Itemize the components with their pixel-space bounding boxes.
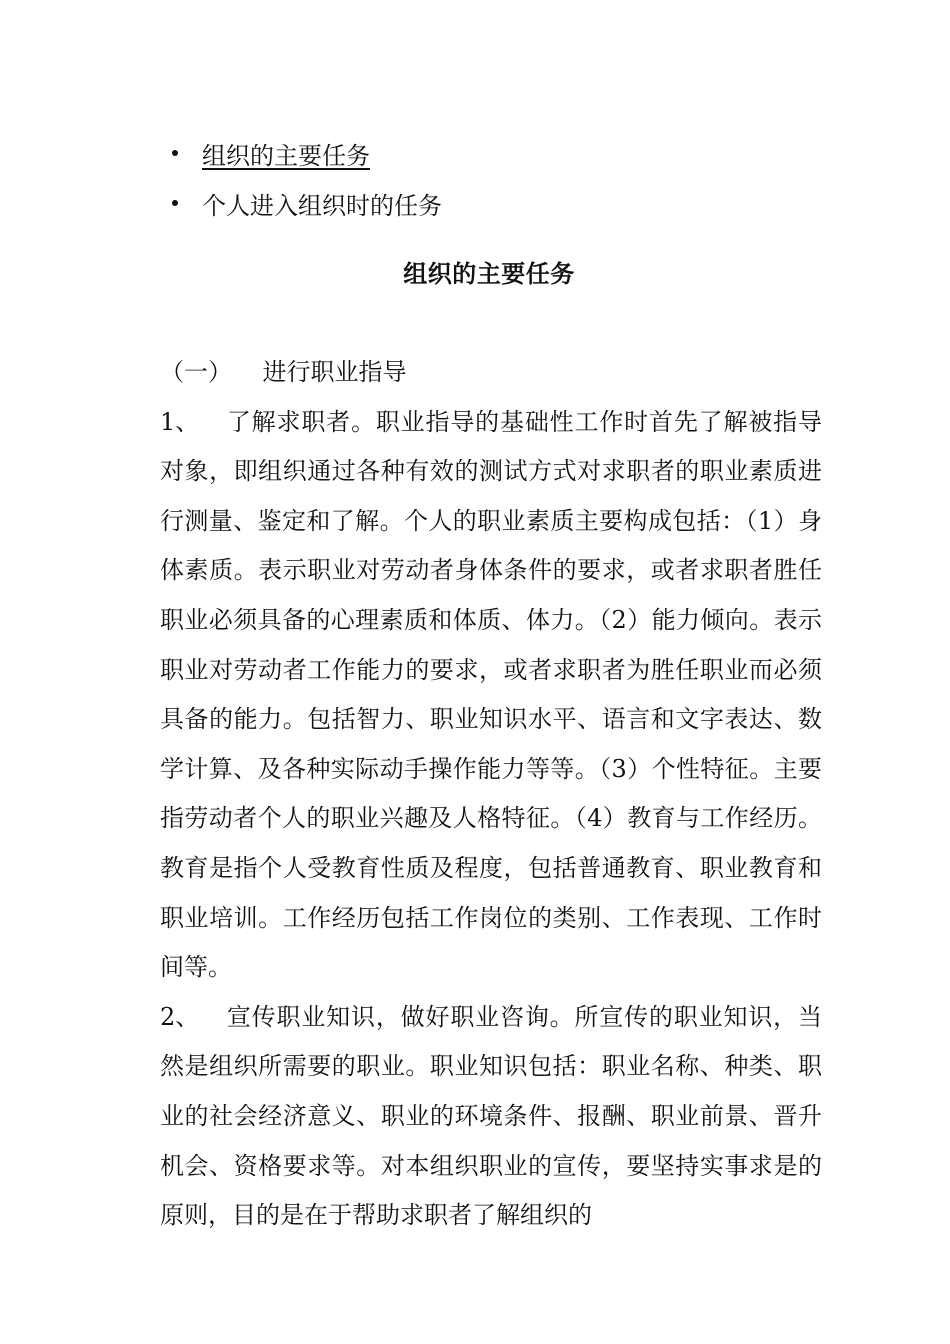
paragraph-item-2 xyxy=(160,993,822,1241)
document-body xyxy=(160,348,822,1241)
paragraph-text: 了解求职者。职业指导的基础性工作时首先了解被指导对象，即组织通过各种有效的测试方式对求职者的职业素质进行测量、鉴定和了解。个人的职业素质主要构成包括：（1）身体素质。表示职业对劳动者身体条件的要求，或者求职者胜任职业必须具备的心理素质和体质、体力。（2）能力倾向。表示职业对劳动者工作能力的要求，或者求职者为胜任职业而必须具备的能力。包括智力、职业知识水平、语言和文字表达、数学计算、及各种实际动手操作能力等等。（3）个性特征。主要指劳动者个人的职业兴趣及人格特征。（4）教育与工作经历。教育是指个人受教育性质及程度，包括普通教育、职业教育和职业培训。工作经历包括工作岗位的类别、工作表现、工作时间等。 xyxy=(160,407,822,982)
subsection-marker: （一） xyxy=(160,358,232,386)
toc-item-main-tasks[interactable] xyxy=(168,128,442,178)
toc-link-main-tasks[interactable]: 组织的主要任务 xyxy=(202,141,370,170)
subsection-heading xyxy=(160,348,822,398)
subsection-heading-text: 进行职业指导 xyxy=(262,358,407,386)
item-number: 1、 xyxy=(160,407,200,436)
toc-bullet-list xyxy=(168,128,442,228)
paragraph-item-1 xyxy=(160,398,822,993)
toc-item-individual-tasks xyxy=(168,178,442,228)
bullet-icon xyxy=(172,150,178,156)
toc-text-individual-tasks: 个人进入组织时的任务 xyxy=(202,191,442,220)
section-title: 组织的主要任务 xyxy=(403,259,575,288)
paragraph-text: 宣传职业知识，做好职业咨询。所宣传的职业知识，当然是组织所需要的职业。职业知识包括：职业名称、种类、职业的社会经济意义、职业的环境条件、报酬、职业前景、晋升机会、资格要求等。对本组织职业的宣传，要坚持实事求是的原则，目的是在于帮助求职者了解组织的 xyxy=(160,1002,822,1230)
bullet-icon xyxy=(172,200,178,206)
item-number: 2、 xyxy=(160,1002,200,1031)
